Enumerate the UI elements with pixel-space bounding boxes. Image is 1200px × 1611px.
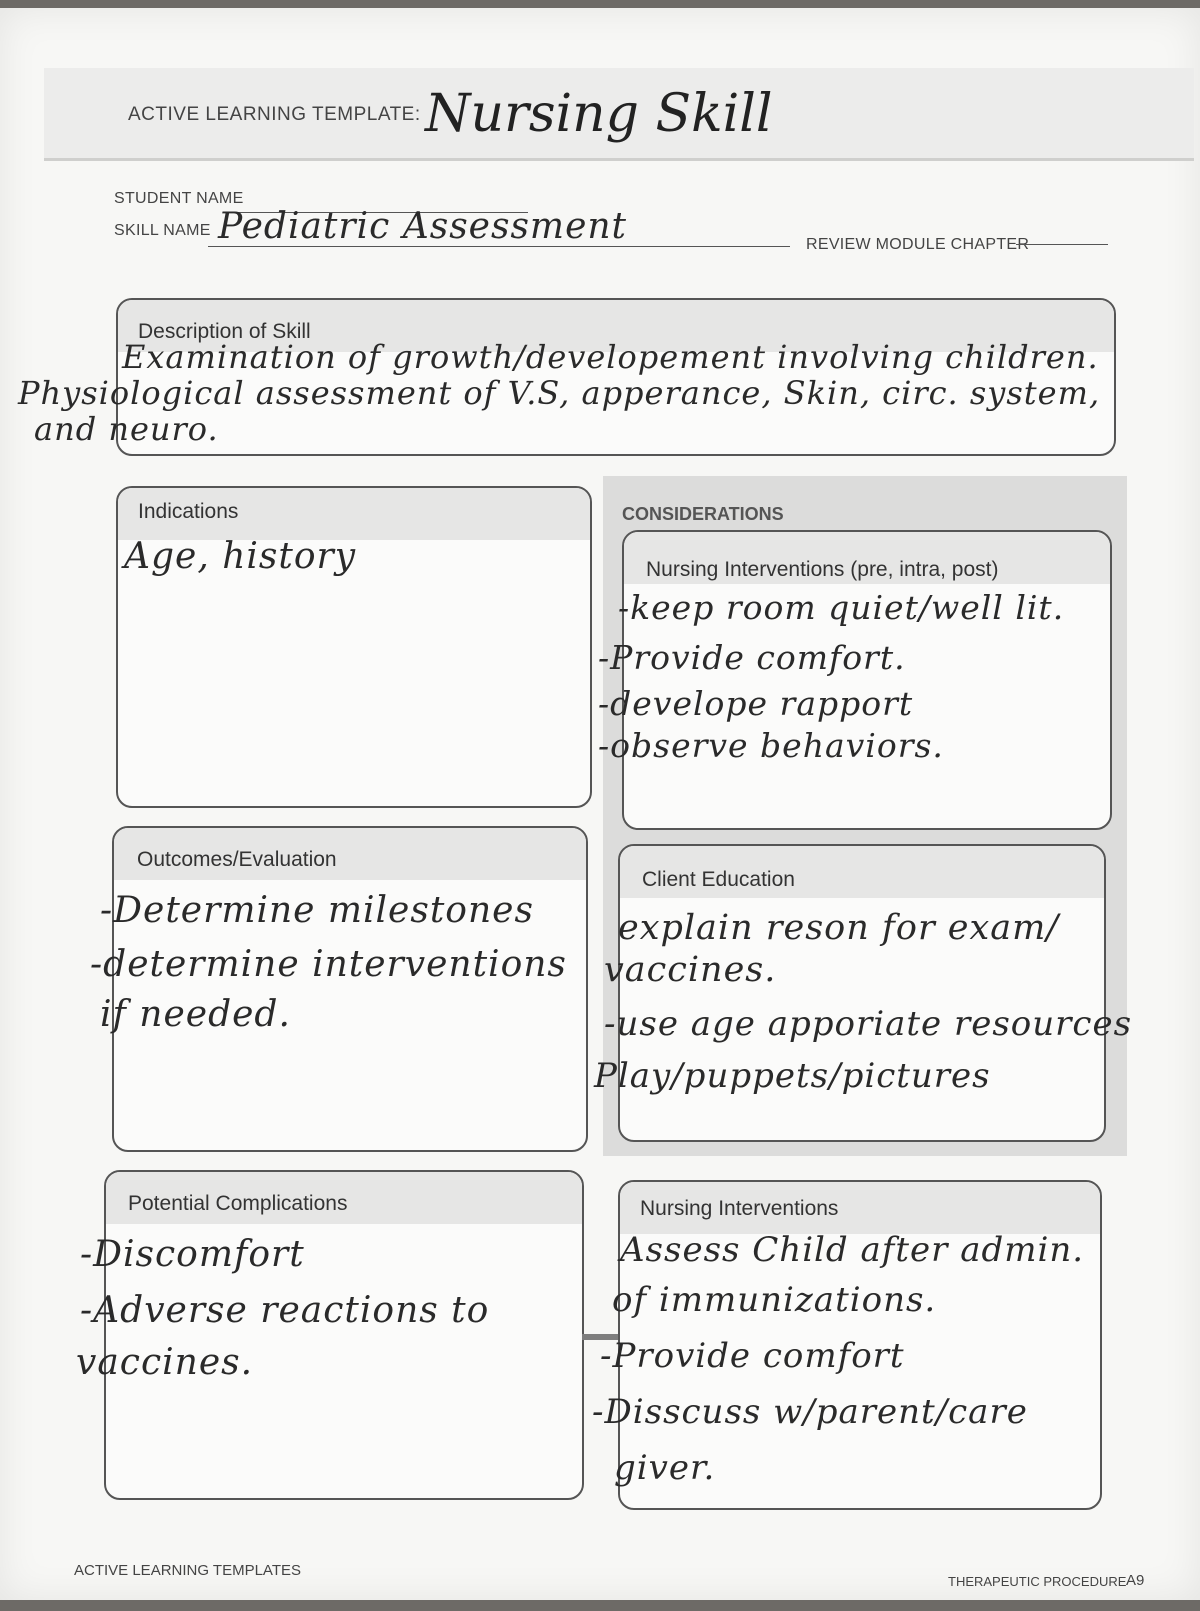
client-education-line-2: vaccines. bbox=[604, 950, 777, 990]
review-module-line bbox=[1016, 244, 1108, 245]
nursing-interventions-ppp-line-4: -observe behaviors. bbox=[598, 726, 944, 765]
client-education-title: Client Education bbox=[642, 868, 795, 891]
footer-page-number: A9 bbox=[1126, 1572, 1145, 1589]
footer-right: THERAPEUTIC PROCEDURE bbox=[948, 1574, 1127, 1589]
client-education-line-1: explain reson for exam/ bbox=[618, 908, 1060, 948]
outcomes-box bbox=[112, 826, 588, 1152]
complications-box bbox=[104, 1170, 584, 1500]
complications-line-1: -Discomfort bbox=[80, 1234, 305, 1275]
complications-title: Potential Complications bbox=[128, 1192, 348, 1215]
indications-line-1: Age, history bbox=[124, 536, 357, 577]
description-line-1: Examination of growth/developement involving children. bbox=[122, 338, 1099, 376]
outcomes-line-3: if needed. bbox=[100, 994, 291, 1035]
template-label: ACTIVE LEARNING TEMPLATE: bbox=[128, 104, 421, 125]
nursing-interventions-title: Nursing Interventions bbox=[640, 1197, 839, 1220]
description-title: Description of Skill bbox=[138, 320, 311, 343]
footer-left: ACTIVE LEARNING TEMPLATES bbox=[74, 1562, 301, 1579]
review-module-label: REVIEW MODULE CHAPTER bbox=[806, 236, 1030, 253]
outcomes-title: Outcomes/Evaluation bbox=[137, 848, 337, 871]
nursing-interventions-ppp-line-2: -Provide comfort. bbox=[598, 638, 906, 677]
skill-name-value: Pediatric Assessment bbox=[218, 206, 628, 247]
nursing-interventions-line-3: -Provide comfort bbox=[600, 1336, 905, 1376]
template-title: Nursing Skill bbox=[425, 84, 773, 144]
description-line-3: and neuro. bbox=[34, 410, 219, 448]
outcomes-line-1: -Determine milestones bbox=[100, 890, 534, 931]
client-education-line-4: Play/puppets/pictures bbox=[594, 1056, 991, 1096]
indications-title: Indications bbox=[138, 500, 239, 523]
complications-line-2: -Adverse reactions to bbox=[80, 1290, 490, 1331]
client-education-line-3: -use age apporiate resources bbox=[604, 1004, 1133, 1044]
nursing-interventions-line-4: -Disscuss w/parent/care bbox=[592, 1392, 1028, 1432]
considerations-title: CONSIDERATIONS bbox=[622, 504, 784, 524]
student-name-label: STUDENT NAME bbox=[114, 190, 244, 207]
nursing-interventions-ppp-line-3: -develope rapport bbox=[598, 684, 914, 723]
skill-name-label: SKILL NAME bbox=[114, 222, 211, 239]
outcomes-line-2: -determine interventions bbox=[90, 944, 567, 985]
nursing-interventions-line-2: of immunizations. bbox=[612, 1280, 937, 1320]
indications-box bbox=[116, 486, 592, 808]
nursing-interventions-ppp-line-1: -keep room quiet/well lit. bbox=[618, 588, 1065, 627]
nursing-interventions-line-5: giver. bbox=[614, 1448, 716, 1488]
description-line-2: Physiological assessment of V.S, apperance, Skin, circ. system, bbox=[18, 374, 1101, 412]
nursing-interventions-ppp-title: Nursing Interventions (pre, intra, post) bbox=[646, 558, 999, 581]
complications-line-3: vaccines. bbox=[76, 1342, 254, 1383]
nursing-interventions-line-1: Assess Child after admin. bbox=[620, 1230, 1085, 1270]
